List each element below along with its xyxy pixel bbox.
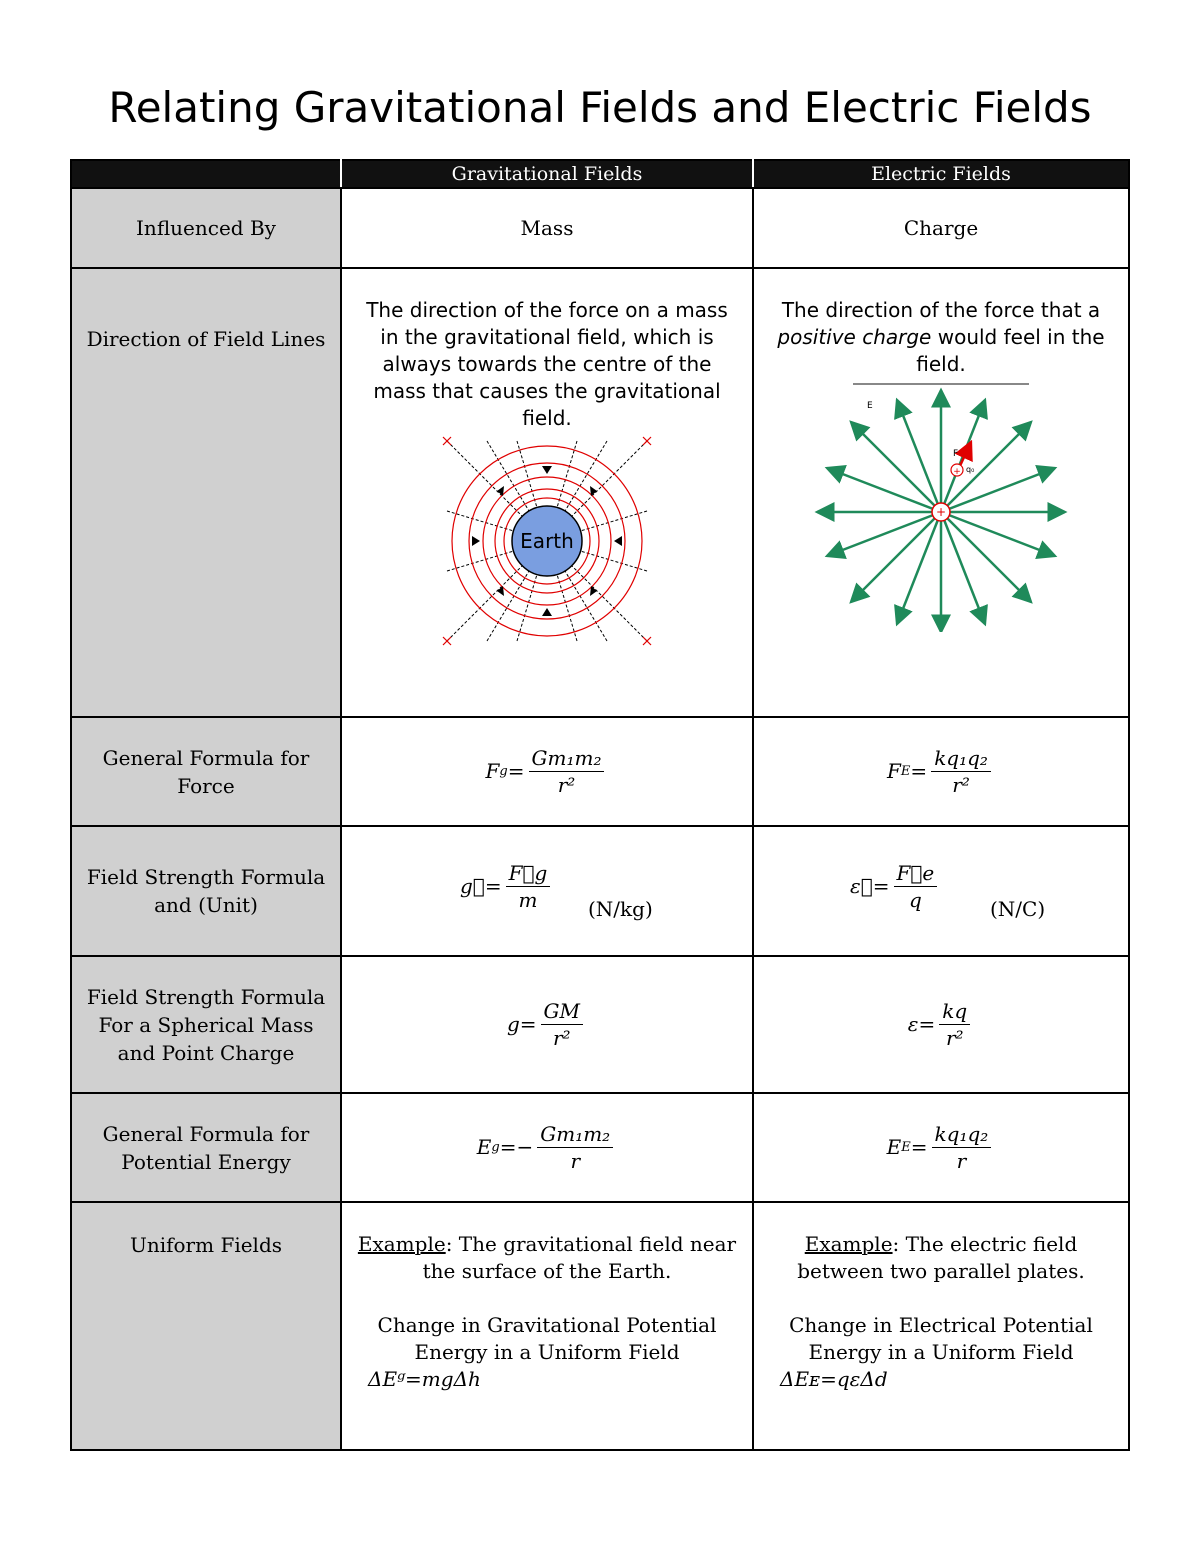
row-label-potential-energy: General Formula for Potential Energy [71,1093,341,1202]
grav-potential-formula [341,1093,753,1202]
grav-force-num: Gm₁m₂ [529,745,605,772]
grav-influenced-by: Mass [341,188,753,268]
grav-potential-den: r [570,1149,580,1173]
grav-potential-eq: =− [499,1135,534,1159]
elec-force-den: r² [952,773,970,797]
row-label-uniform-fields: Uniform Fields [71,1202,341,1450]
elec-uniform-example [762,1231,1120,1285]
table-row-field-strength [71,826,1129,956]
elec-strength-den: q [908,888,922,912]
elec-direction-emphasis: positive charge [777,325,932,349]
grav-sphere-num: GM [541,998,583,1025]
grav-strength-unit: (N/kg) [588,897,653,921]
grav-force-formula: F g = $\frac{\text{Gm₁m₂}}{\text{r²}}$ [341,717,753,826]
grav-strength-lhs: g⃗ [460,874,485,898]
grav-uniform-change: Change in Gravitational Potential Energy in a Uniform Field [377,1313,717,1364]
grav-example-label: Example [357,1232,446,1256]
grav-uniform-example [350,1231,744,1285]
grav-potential-lhs: E [476,1135,492,1159]
elec-sphere-lhs: ε [907,1012,919,1036]
grav-potential-sub: g [491,1140,500,1155]
elec-potential-lhs: E [886,1135,902,1159]
header-blank [71,160,341,188]
elec-uniform-formula: ΔEᴇ=qεΔd [780,1367,888,1391]
field-e-label: E [867,401,873,411]
grav-sphere-formula: g = $\frac{GM}{\text{r²}}$ [341,956,753,1093]
grav-force-den: r² [557,773,576,797]
grav-direction-cell [341,268,753,717]
elec-uniform-change: Change in Electrical Potential Energy in a Uniform Field [789,1313,1093,1364]
table-row-spherical [71,956,1129,1093]
elec-force-formula: F E = $\frac{\text{kq₁q₂}}{\text{r²}}$ [753,717,1129,826]
elec-potential-num: kq₁q₂ [932,1121,992,1148]
grav-uniform-cell [341,1202,753,1450]
elec-force-lhs: F [887,759,901,783]
grav-uniform-formula: ΔEᵍ=mgΔh [368,1367,481,1391]
elec-direction-pre: The direction of the force that a [781,298,1101,322]
table-row-direction [71,268,1129,717]
elec-strength-lhs: ε⃗ [850,874,873,898]
header-gravitational: Gravitational Fields [341,160,753,188]
elec-direction-cell [753,268,1129,717]
grav-direction-text: The direction of the force on a mass in the gravitational field, which is always towards the centre of the mass that causes the gravitational field. [366,298,728,430]
grav-force-sub: g [499,764,508,779]
grav-sphere-den: r² [552,1026,571,1050]
table-row-potential-energy [71,1093,1129,1202]
table-row-influenced-by [71,188,1129,268]
table-row-uniform-fields [71,1202,1129,1450]
page-title: Relating Gravitational Fields and Electric Fields [108,83,1092,132]
row-label-field-strength: Field Strength Formula and (Unit) [71,826,341,956]
earth-label: Earth [520,529,574,553]
elec-direction-post: would feel in the field. [916,325,1105,376]
elec-strength-formula: ε⃗ = $\frac{F⃗e}{q}$ (N/C) [753,826,1129,956]
elec-example-text: : The electric field between two parallel plates. [797,1232,1085,1283]
grav-strength-formula: g⃗ = $\frac{F⃗g}{m}$ (N/kg) [341,826,753,956]
row-label-force: General Formula for Force [71,717,341,826]
table-header-row [71,160,1129,188]
row-label-spherical: Field Strength Formula For a Spherical Mass and Point Charge [71,956,341,1093]
table-row-force [71,717,1129,826]
elec-influenced-by: Charge [753,188,1129,268]
elec-potential-formula: E E = $\frac{\text{kq₁q₂}}{r}$ [753,1093,1129,1202]
elec-sphere-num: kq [939,998,970,1025]
grav-example-text: : The gravitational field near the surface of the Earth. [422,1232,737,1283]
grav-potential-num: Gm₁m₂ [537,1121,613,1148]
elec-force-sub: E [900,764,911,779]
elec-direction-text [762,297,1120,378]
header-electric: Electric Fields [753,160,1129,188]
elec-strength-num: F⃗e [894,860,938,887]
svg-text:+: + [935,505,947,519]
comparison-table [70,159,1130,1451]
earth-field-diagram [442,436,652,646]
elec-uniform-cell [753,1202,1129,1450]
test-charge-label: q₀ [966,465,975,474]
elec-strength-unit: (N/C) [990,897,1046,921]
elec-example-label: Example [804,1232,893,1256]
grav-strength-num: F⃗g [506,860,551,887]
elec-potential-sub: E [901,1140,911,1155]
elec-potential-den: r [956,1149,967,1173]
elec-sphere-formula: ε = $\frac{kq}{\text{r²}}$ [753,956,1129,1093]
svg-text:+: + [953,467,961,477]
grav-strength-den: m [518,888,538,912]
elec-sphere-den: r² [945,1026,964,1050]
elec-force-num: kq₁q₂ [931,745,991,772]
row-label-direction: Direction of Field Lines [71,268,341,717]
row-label-influenced-by: Influenced By [71,188,341,268]
point-charge-field-diagram [811,382,1071,632]
force-f-label: F [953,449,959,459]
grav-force-lhs: F [485,759,500,783]
grav-sphere-lhs: g [506,1012,520,1036]
